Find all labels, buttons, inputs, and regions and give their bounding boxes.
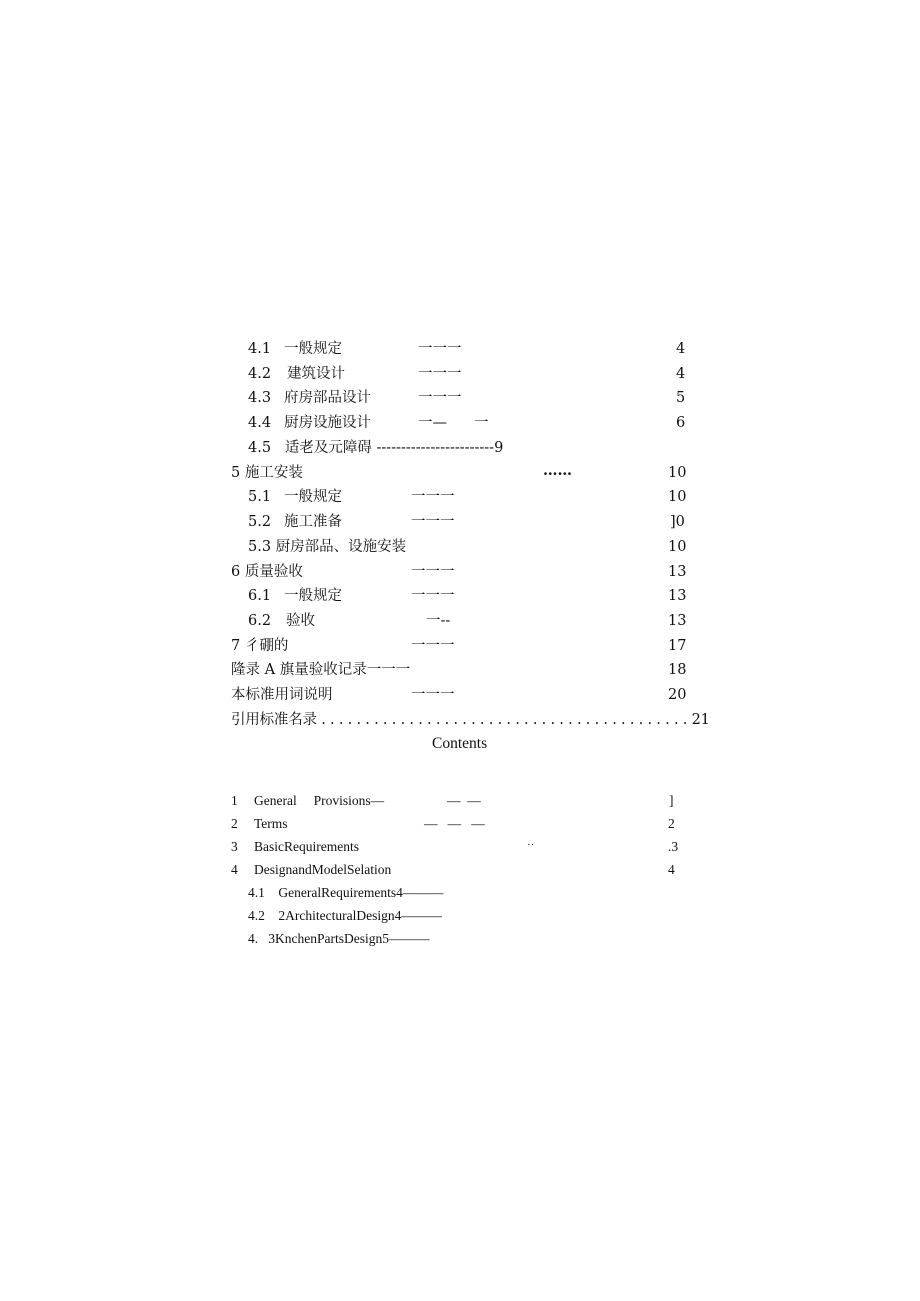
entry-leader: 一-- [426,613,451,629]
entry-title: 一般规定 [284,588,342,604]
entry-text: 4.5 适老及元障碍 ------------------------9 [248,440,504,456]
entry-leader: 一— [418,415,447,431]
entry-title: General Provisions— [254,793,385,808]
entry-page: 17 [668,638,687,654]
entry-number: 4.4 [248,415,272,431]
entry-title: 建筑设计 [287,366,345,382]
entry-text: 隆录 A 旗量验收记录一一一 [231,662,411,678]
entry-page: ]0 [670,514,685,530]
entry-title: BasicRequirements [254,839,359,854]
entry-text: 引用标准名录 . . . . . . . . . . . . . . . . . . . . . . . . . . . . . . . . . . . . . . . . . . 21 [231,712,710,728]
entry-leader: 一一一 [411,564,455,580]
entry-leader: 一 [474,415,489,431]
entry-title: 7 彳硼的 [231,638,289,654]
entry-number: 4.1 [248,341,272,357]
entry-leader: 一一一 [411,489,455,505]
entry-leader: 一一一 [411,588,455,604]
entry-title: 5 施工安装 [231,465,303,481]
entry-page: 4 [676,341,686,357]
entry-title: DesignandModelSelation [254,862,392,877]
entry-leader: 一一一 [411,638,455,654]
entry-title: 验收 [286,613,315,629]
entry-page: 18 [668,662,687,678]
entry-number: 1 [231,793,238,808]
entry-leader: — — — [424,816,485,831]
contents-heading: Contents [432,735,488,752]
entry-page: 5 [676,390,686,406]
entry-number: 6.2 [248,613,272,629]
entry-title: Terms [254,816,288,831]
entry-title: 5.3 厨房部品、设施安装 [248,539,407,555]
entry-leader: ·· [527,839,535,851]
entry-leader: 一一一 [418,390,462,406]
entry-leader: 一一一 [411,514,455,530]
entry-leader: 一一一 [411,687,455,703]
entry-number: 3 [231,839,238,854]
entry-number: 4 [231,862,238,877]
entry-page: .3 [668,839,679,854]
entry-page: 13 [668,613,687,629]
entry-number: 5.2 [248,514,272,530]
entry-page: ] [669,793,674,808]
entry-leader: …… [543,462,572,479]
entry-page: 20 [668,687,687,703]
entry-leader: 一一一 [418,341,462,357]
entry-number: 2 [231,816,238,831]
entry-leader: 一一一 [418,366,462,382]
entry-number: 4.2 [248,366,272,382]
entry-page: 13 [668,564,687,580]
entry-page: 10 [668,539,687,555]
entry-page: 13 [668,588,687,604]
entry-title: 施工准备 [284,514,342,530]
entry-number: 5.1 [248,489,272,505]
entry-text: 4. 3KnchenPartsDesign5——— [248,931,430,946]
entry-leader: — — [447,793,481,808]
entry-title: 6 质量验收 [231,564,303,580]
entry-title: 一般规定 [284,489,342,505]
entry-title: 府房部品设计 [284,390,371,406]
entry-page: 4 [668,862,675,877]
entry-text: 4.2 2ArchitecturalDesign4——— [248,908,442,923]
entry-page: 10 [668,465,687,481]
entry-title: 本标准用词说明 [231,687,333,703]
entry-title: 一般规定 [284,341,342,357]
entry-page: 4 [676,366,686,382]
entry-title: 厨房设施设计 [284,415,371,431]
entry-number: 6.1 [248,588,272,604]
entry-page: 2 [668,816,675,831]
entry-page: 6 [676,415,686,431]
entry-page: 10 [668,489,687,505]
entry-text: 4.1 GeneralRequirements4——— [248,885,444,900]
entry-number: 4.3 [248,390,272,406]
